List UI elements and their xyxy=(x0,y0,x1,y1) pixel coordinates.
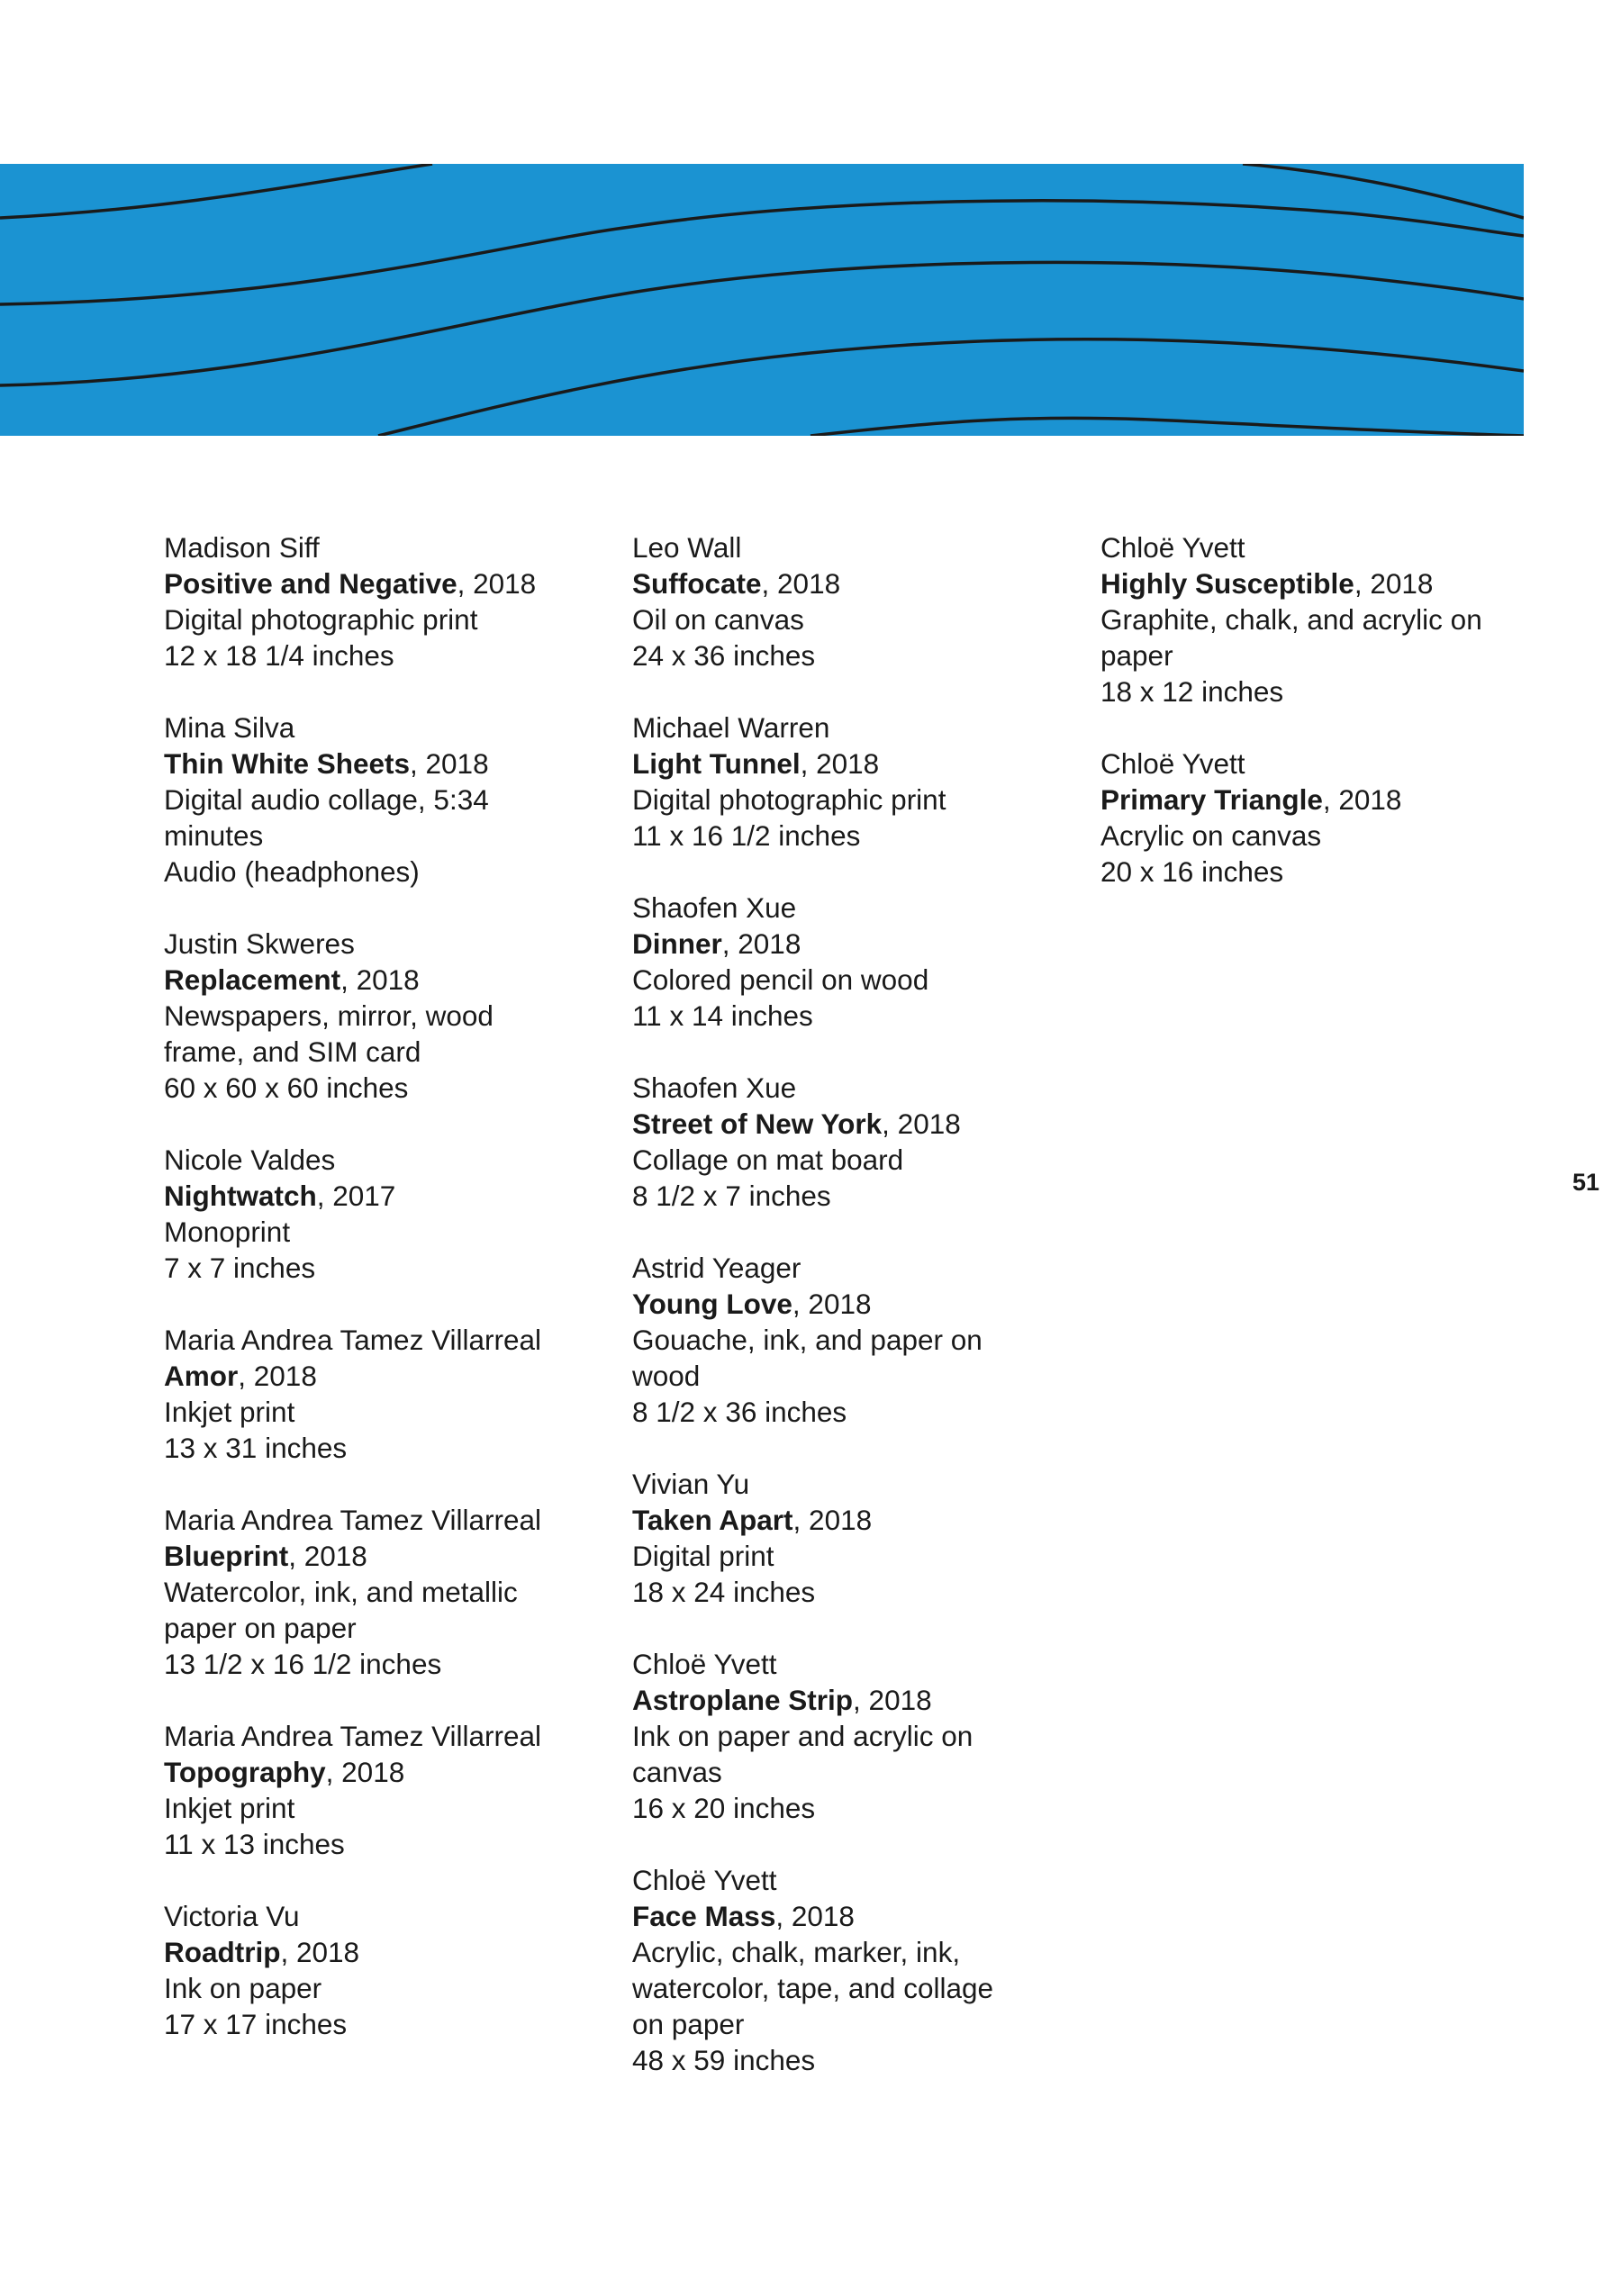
artwork-title: Astroplane Strip xyxy=(632,1684,854,1716)
page-number: 51 xyxy=(1572,1169,1600,1196)
artist-name: Shaofen Xue xyxy=(632,891,797,924)
artist-name: Chloë Yvett xyxy=(1100,531,1245,564)
artist-name: Michael Warren xyxy=(632,711,830,744)
artwork-title: Young Love xyxy=(632,1288,792,1320)
artwork-detail-line: Watercolor, ink, and metallic xyxy=(164,1576,518,1608)
artwork-entry xyxy=(632,1862,1055,2078)
artwork-entry xyxy=(164,529,587,673)
artwork-year: , 2018 xyxy=(340,963,420,996)
artwork-detail-line: 7 x 7 inches xyxy=(164,1252,316,1284)
artwork-entry xyxy=(164,926,587,1106)
artwork-detail-line: 11 x 16 1/2 inches xyxy=(632,819,861,852)
artwork-year: , 2018 xyxy=(457,567,537,600)
artwork-year: , 2018 xyxy=(853,1684,932,1716)
artwork-detail-line: 18 x 24 inches xyxy=(632,1576,816,1608)
artwork-detail-line: 20 x 16 inches xyxy=(1100,855,1284,888)
artwork-year: , 2018 xyxy=(1322,783,1402,816)
artwork-detail-line: Digital audio collage, 5:34 xyxy=(164,783,489,816)
artwork-title: Light Tunnel xyxy=(632,747,801,780)
artist-name: Vivian Yu xyxy=(632,1468,750,1500)
artwork-year: , 2017 xyxy=(316,1180,396,1212)
artwork-detail-line: Digital print xyxy=(632,1540,774,1572)
artwork-detail-line: on paper xyxy=(632,2008,745,2040)
artwork-detail-line: Monoprint xyxy=(164,1216,291,1248)
artwork-detail-line: 13 x 31 inches xyxy=(164,1432,348,1464)
artwork-title: Primary Triangle xyxy=(1100,783,1323,816)
artwork-title: Blueprint xyxy=(164,1540,289,1572)
artwork-year: , 2018 xyxy=(761,567,841,600)
artwork-entry xyxy=(164,1898,587,2042)
artwork-detail-line: Oil on canvas xyxy=(632,603,804,636)
artwork-detail-line: Graphite, chalk, and acrylic on xyxy=(1100,603,1482,636)
artwork-year: , 2018 xyxy=(882,1107,961,1140)
artist-name: Mina Silva xyxy=(164,711,295,744)
artwork-title-line xyxy=(164,962,587,998)
artwork-detail-line: paper on paper xyxy=(164,1612,357,1644)
catalog-column-2 xyxy=(632,529,1055,2114)
artwork-detail-line: Gouache, ink, and paper on xyxy=(632,1324,983,1356)
artwork-detail-line: 17 x 17 inches xyxy=(164,2008,348,2040)
artwork-detail-line: frame, and SIM card xyxy=(164,1035,421,1068)
artwork-title-line xyxy=(164,1358,587,1394)
artwork-title-line xyxy=(632,926,1055,962)
artwork-detail-line: 18 x 12 inches xyxy=(1100,675,1284,708)
artwork-title: Replacement xyxy=(164,963,341,996)
artwork-detail-line: 24 x 36 inches xyxy=(632,639,816,672)
artwork-detail-line: 11 x 14 inches xyxy=(632,999,813,1032)
artwork-detail-line: Colored pencil on wood xyxy=(632,963,929,996)
artist-name: Maria Andrea Tamez Villarreal xyxy=(164,1720,542,1752)
artwork-detail-line: Digital photographic print xyxy=(632,783,946,816)
wave-banner xyxy=(0,164,1524,436)
artwork-detail-line: 13 1/2 x 16 1/2 inches xyxy=(164,1648,442,1680)
artwork-entry xyxy=(164,710,587,890)
artwork-detail-line: 8 1/2 x 36 inches xyxy=(632,1396,847,1428)
artwork-entry xyxy=(164,1322,587,1466)
artwork-title-line xyxy=(632,1682,1055,1718)
artwork-detail-line: Acrylic on canvas xyxy=(1100,819,1322,852)
artwork-title: Positive and Negative xyxy=(164,567,457,600)
artwork-detail-line: 8 1/2 x 7 inches xyxy=(632,1180,831,1212)
artwork-entry xyxy=(164,1718,587,1862)
artist-name: Chloë Yvett xyxy=(632,1864,777,1896)
artist-name: Chloë Yvett xyxy=(1100,747,1245,780)
artwork-title-line xyxy=(164,565,587,601)
artwork-detail-line: 60 x 60 x 60 inches xyxy=(164,1071,409,1104)
artwork-detail-line: Audio (headphones) xyxy=(164,855,420,888)
artwork-title: Street of New York xyxy=(632,1107,883,1140)
artwork-title-line xyxy=(164,1178,587,1214)
artwork-detail-line: Ink on paper xyxy=(164,1972,322,2004)
artist-name: Chloë Yvett xyxy=(632,1648,777,1680)
artwork-title: Roadtrip xyxy=(164,1936,281,1968)
artwork-detail-line: 12 x 18 1/4 inches xyxy=(164,639,394,672)
artwork-title: Face Mass xyxy=(632,1900,776,1932)
artwork-detail-line: watercolor, tape, and collage xyxy=(632,1972,994,2004)
artist-name: Madison Siff xyxy=(164,531,320,564)
artwork-entry xyxy=(1100,529,1524,710)
artwork-title-line xyxy=(164,1754,587,1790)
artwork-title-line xyxy=(632,1106,1055,1142)
artwork-title-line xyxy=(632,746,1055,782)
artwork-detail-line: wood xyxy=(632,1360,701,1392)
artist-name: Astrid Yeager xyxy=(632,1252,801,1284)
catalog-column-3 xyxy=(1100,529,1524,926)
artist-name: Leo Wall xyxy=(632,531,742,564)
artwork-detail-line: Inkjet print xyxy=(164,1396,295,1428)
artwork-year: , 2018 xyxy=(792,1504,873,1536)
wave-pattern-graphic xyxy=(0,164,1524,436)
artwork-entry xyxy=(164,1142,587,1286)
artwork-entry xyxy=(1100,746,1524,890)
artwork-detail-line: 11 x 13 inches xyxy=(164,1828,345,1860)
artwork-detail-line: Newspapers, mirror, wood xyxy=(164,999,494,1032)
artwork-year: , 2018 xyxy=(775,1900,855,1932)
artist-name: Victoria Vu xyxy=(164,1900,300,1932)
catalog-column-1 xyxy=(164,529,587,2078)
artwork-entry xyxy=(632,710,1055,854)
artwork-entry xyxy=(164,1502,587,1682)
artwork-detail-line: Digital photographic print xyxy=(164,603,478,636)
artwork-title-line xyxy=(632,1898,1055,1934)
artwork-year: , 2018 xyxy=(325,1756,405,1788)
artwork-title: Nightwatch xyxy=(164,1180,317,1212)
artist-name: Nicole Valdes xyxy=(164,1143,336,1176)
artwork-title: Highly Susceptible xyxy=(1100,567,1354,600)
artwork-title-line xyxy=(632,565,1055,601)
artist-name: Maria Andrea Tamez Villarreal xyxy=(164,1324,542,1356)
artwork-year: , 2018 xyxy=(410,747,489,780)
artwork-title-line xyxy=(164,1538,587,1574)
artwork-title: Topography xyxy=(164,1756,326,1788)
artwork-title-line xyxy=(632,1502,1055,1538)
artwork-title-line xyxy=(1100,565,1524,601)
artwork-entry xyxy=(632,1070,1055,1214)
artwork-year: , 2018 xyxy=(288,1540,367,1572)
artwork-entry xyxy=(632,1466,1055,1610)
artwork-detail-line: Ink on paper and acrylic on xyxy=(632,1720,974,1752)
artwork-entry xyxy=(632,1250,1055,1430)
artwork-detail-line: Acrylic, chalk, marker, ink, xyxy=(632,1936,961,1968)
artwork-title: Suffocate xyxy=(632,567,762,600)
artwork-detail-line: 48 x 59 inches xyxy=(632,2044,816,2076)
artist-name: Justin Skweres xyxy=(164,927,355,960)
artwork-entry xyxy=(632,1646,1055,1826)
artwork-detail-line: Inkjet print xyxy=(164,1792,295,1824)
artwork-year: , 2018 xyxy=(800,747,880,780)
artwork-title: Taken Apart xyxy=(632,1504,793,1536)
artwork-title-line xyxy=(164,1934,587,1970)
artwork-detail-line: Collage on mat board xyxy=(632,1143,904,1176)
artwork-title: Thin White Sheets xyxy=(164,747,411,780)
artwork-year: , 2018 xyxy=(280,1936,360,1968)
artwork-year: , 2018 xyxy=(1354,567,1434,600)
artwork-year: , 2018 xyxy=(792,1288,872,1320)
artwork-detail-line: paper xyxy=(1100,639,1173,672)
artwork-entry xyxy=(632,890,1055,1034)
artwork-title-line xyxy=(632,1286,1055,1322)
artwork-year: , 2018 xyxy=(238,1360,317,1392)
artist-name: Shaofen Xue xyxy=(632,1071,797,1104)
artwork-year: , 2018 xyxy=(721,927,801,960)
artwork-detail-line: canvas xyxy=(632,1756,722,1788)
artist-name: Maria Andrea Tamez Villarreal xyxy=(164,1504,542,1536)
artwork-title-line xyxy=(164,746,587,782)
artwork-detail-line: minutes xyxy=(164,819,264,852)
artwork-title-line xyxy=(1100,782,1524,818)
artwork-entry xyxy=(632,529,1055,673)
artwork-detail-line: 16 x 20 inches xyxy=(632,1792,816,1824)
artwork-title: Amor xyxy=(164,1360,239,1392)
artwork-title: Dinner xyxy=(632,927,722,960)
